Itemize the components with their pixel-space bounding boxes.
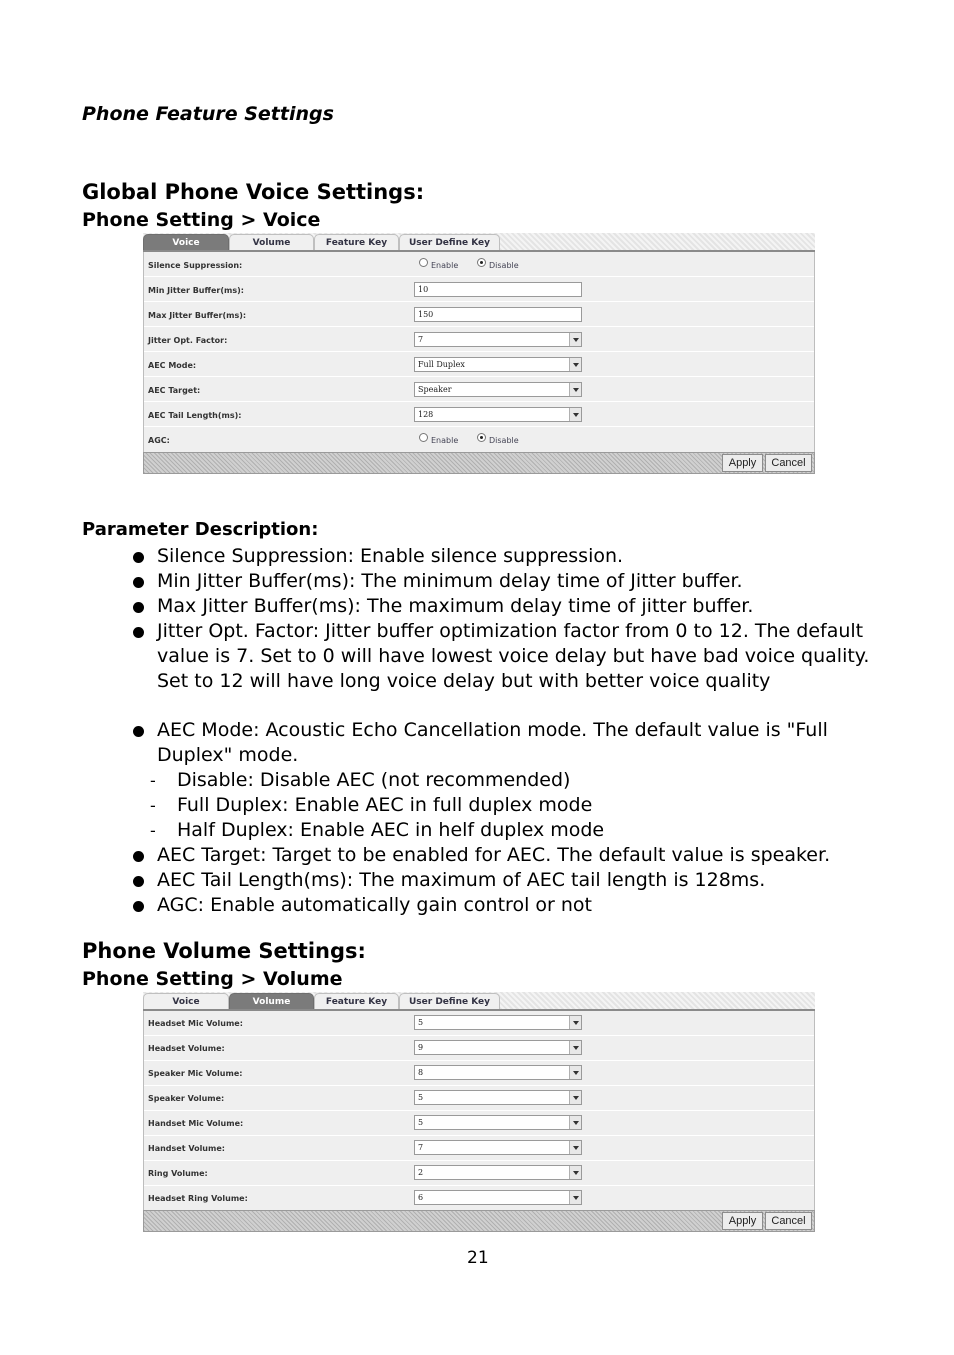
form-row [144, 1111, 814, 1136]
volume-settings-panel [143, 992, 815, 1232]
chevron-down-icon [569, 408, 581, 421]
list-item: AGC: Enable automatically gain control or not [157, 893, 877, 918]
apply-button[interactable]: Apply [722, 1212, 763, 1230]
parameter-description-title: Parameter Description: [82, 519, 319, 540]
form-row [144, 377, 814, 402]
aec-tail-length-select[interactable]: 128 [414, 407, 582, 422]
tab-user-define-key[interactable]: User Define Key [399, 993, 500, 1009]
form-row [144, 1036, 814, 1061]
sub-list-item: - Full Duplex: Enable AEC in full duplex mode [150, 794, 593, 816]
sub-list-item: - Disable: Disable AEC (not recommended) [150, 769, 571, 791]
form-footer [143, 452, 815, 474]
aec-target-select[interactable]: Speaker [414, 382, 582, 397]
form-row [144, 352, 814, 377]
voice-settings-panel [143, 233, 815, 474]
tab-volume[interactable]: Volume [229, 234, 314, 250]
form-label: Headset Mic Volume: [148, 1019, 243, 1028]
cancel-button[interactable]: Cancel [765, 454, 812, 472]
phone-volume-heading: Phone Volume Settings: [82, 939, 366, 963]
agc-disable-radio[interactable]: Disable [477, 436, 519, 445]
form-label: AEC Mode: [148, 361, 197, 370]
form-row [144, 302, 814, 327]
list-item: Jitter Opt. Factor: Jitter buffer optimization factor from 0 to 12. The default value is 7. Set to 0 will have lowest voice delay but have bad voice quality. Set to 12 will have long voice delay but with better voice quality [157, 619, 877, 694]
tab-voice[interactable]: Voice [143, 234, 229, 250]
form-row [144, 277, 814, 302]
list-item: AEC Target: Target to be enabled for AEC. The default value is speaker. [157, 843, 877, 868]
form-row [144, 1086, 814, 1111]
cancel-button[interactable]: Cancel [765, 1212, 812, 1230]
form-label: Max Jitter Buffer(ms): [148, 311, 247, 320]
chevron-down-icon [569, 1191, 581, 1204]
agc-enable-radio[interactable]: Enable [419, 436, 458, 445]
form-row [144, 1161, 814, 1186]
bullet-icon [133, 627, 144, 638]
chevron-down-icon [569, 1016, 581, 1029]
form-label: Min Jitter Buffer(ms): [148, 286, 244, 295]
chevron-down-icon [569, 1041, 581, 1054]
max-jitter-input[interactable]: 150 [414, 307, 582, 322]
list-item: Silence Suppression: Enable silence suppression. [157, 544, 877, 569]
form-label: Silence Suppression: [148, 261, 243, 270]
form-row [144, 327, 814, 352]
form-label: Headset Volume: [148, 1044, 225, 1053]
bullet-icon [133, 876, 144, 887]
handset-mic-volume-select[interactable]: 5 [414, 1115, 582, 1130]
form-label: Ring Volume: [148, 1169, 208, 1178]
ring-volume-select[interactable]: 2 [414, 1165, 582, 1180]
bullet-icon [133, 577, 144, 588]
sub-list-item: - Half Duplex: Enable AEC in helf duplex mode [150, 819, 605, 841]
headset-volume-select[interactable]: 9 [414, 1040, 582, 1055]
list-item: AEC Tail Length(ms): The maximum of AEC tail length is 128ms. [157, 868, 877, 893]
form-label: Speaker Volume: [148, 1094, 225, 1103]
aec-mode-select[interactable]: Full Duplex [414, 357, 582, 372]
jitter-factor-select[interactable]: 7 [414, 332, 582, 347]
chevron-down-icon [569, 333, 581, 346]
apply-button[interactable]: Apply [722, 454, 763, 472]
phone-volume-path: Phone Setting > Volume [82, 968, 343, 990]
handset-volume-select[interactable]: 7 [414, 1140, 582, 1155]
bullet-icon [133, 726, 144, 737]
form-label: Headset Ring Volume: [148, 1194, 248, 1203]
global-voice-path: Phone Setting > Voice [82, 209, 321, 231]
voice-form [143, 252, 815, 452]
form-label: Jitter Opt. Factor: [148, 336, 228, 345]
chevron-down-icon [569, 1141, 581, 1154]
form-label: Speaker Mic Volume: [148, 1069, 243, 1078]
form-row [144, 402, 814, 427]
form-row [144, 427, 814, 452]
form-row [144, 252, 814, 277]
headset-ring-volume-select[interactable]: 6 [414, 1190, 582, 1205]
section-title: Phone Feature Settings [82, 103, 334, 125]
bullet-icon [133, 552, 144, 563]
list-item: Max Jitter Buffer(ms): The maximum delay time of jitter buffer. [157, 594, 877, 619]
chevron-down-icon [569, 358, 581, 371]
form-row [144, 1186, 814, 1210]
tab-volume[interactable]: Volume [229, 993, 314, 1009]
tab-feature-key[interactable]: Feature Key [314, 993, 399, 1009]
page-number: 21 [467, 1248, 489, 1268]
tab-feature-key[interactable]: Feature Key [314, 234, 399, 250]
list-item: AEC Mode: Acoustic Echo Cancellation mode. The default value is "Full Duplex" mode. [157, 718, 877, 768]
speaker-volume-select[interactable]: 5 [414, 1090, 582, 1105]
form-label: Handset Volume: [148, 1144, 225, 1153]
tab-voice[interactable]: Voice [143, 993, 229, 1009]
chevron-down-icon [569, 1116, 581, 1129]
form-label: AEC Tail Length(ms): [148, 411, 242, 420]
bullet-icon [133, 851, 144, 862]
min-jitter-input[interactable]: 10 [414, 282, 582, 297]
list-item: Min Jitter Buffer(ms): The minimum delay time of Jitter buffer. [157, 569, 877, 594]
headset-mic-volume-select[interactable]: 5 [414, 1015, 582, 1030]
form-row [144, 1011, 814, 1036]
global-voice-heading: Global Phone Voice Settings: [82, 180, 425, 204]
form-label: Handset Mic Volume: [148, 1119, 244, 1128]
chevron-down-icon [569, 383, 581, 396]
volume-form [143, 1011, 815, 1210]
speaker-mic-volume-select[interactable]: 8 [414, 1065, 582, 1080]
form-row [144, 1136, 814, 1161]
form-label: AGC: [148, 436, 170, 445]
form-footer [143, 1210, 815, 1232]
form-row [144, 1061, 814, 1086]
chevron-down-icon [569, 1091, 581, 1104]
bullet-icon [133, 602, 144, 613]
chevron-down-icon [569, 1066, 581, 1079]
silence-disable-radio[interactable]: Disable [477, 261, 519, 270]
bullet-icon [133, 901, 144, 912]
silence-enable-radio[interactable]: Enable [419, 261, 458, 270]
form-label: AEC Target: [148, 386, 201, 395]
tab-user-define-key[interactable]: User Define Key [399, 234, 500, 250]
chevron-down-icon [569, 1166, 581, 1179]
